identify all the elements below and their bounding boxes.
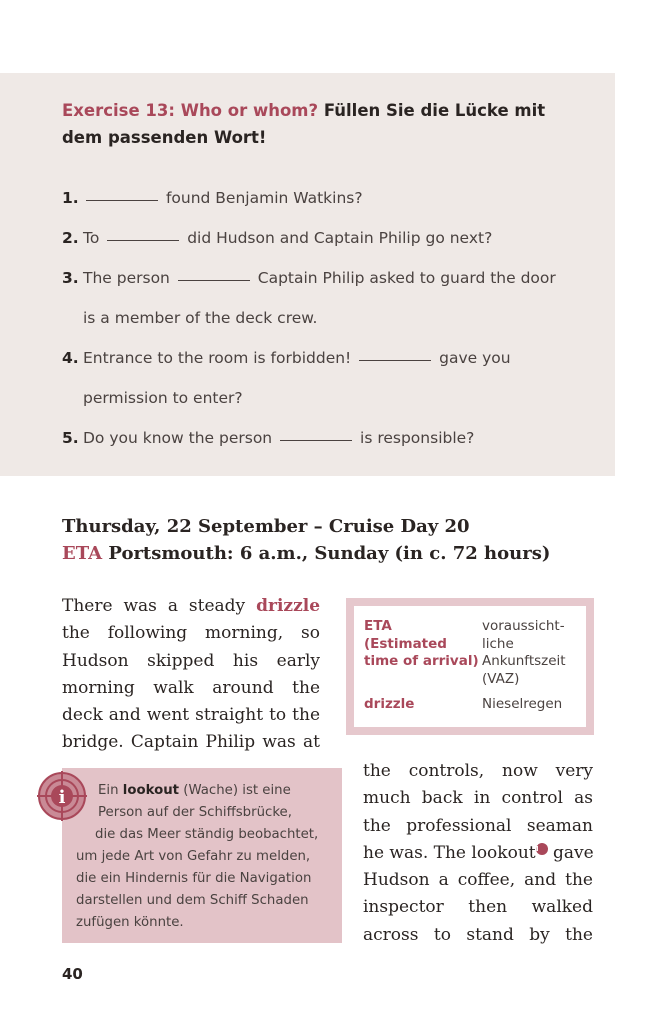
- story-line: There was a steady drizzle: [62, 596, 321, 616]
- info-line: die das Meer ständig beobachtet,: [95, 827, 319, 842]
- story-line: the following morning, so: [62, 623, 320, 644]
- exercise-list: [62, 178, 602, 458]
- answer-blank[interactable]: [86, 200, 158, 201]
- answer-blank[interactable]: [280, 440, 352, 441]
- glossary-definition: voraussicht- liche Ankunftszeit (VAZ): [482, 618, 566, 687]
- exercise-text: Entrance to the room is forbidden!: [83, 349, 352, 367]
- exercise-text: is responsible?: [360, 429, 475, 447]
- eta-label: ETA: [62, 543, 103, 564]
- glossary-term: ETA (Estimated time of arrival): [364, 618, 479, 669]
- exercise-title: [62, 97, 582, 151]
- exercise-number: 5.: [62, 429, 79, 447]
- info-text: [76, 780, 338, 934]
- exercise-title-accent: Exercise 13: Who or whom?: [62, 101, 319, 120]
- glossary-word-drizzle: drizzle: [256, 596, 321, 616]
- exercise-text: gave you: [439, 349, 511, 367]
- exercise-number: 1.: [62, 189, 79, 207]
- exercise-item-4: [62, 338, 602, 418]
- info-line: die ein Hindernis für die Navigation: [76, 871, 312, 886]
- exercise-number: 2.: [62, 229, 79, 247]
- story-column-left: [62, 593, 320, 757]
- story-line: inspector then walked: [363, 897, 593, 918]
- exercise-text: is a member of the deck crew.: [83, 309, 318, 327]
- answer-blank[interactable]: [359, 360, 431, 361]
- info-line: darstellen und dem Schiff Schaden: [76, 893, 309, 908]
- answer-blank[interactable]: [178, 280, 250, 281]
- story-line: morning walk around the: [62, 677, 320, 698]
- page-number: 40: [62, 965, 83, 983]
- info-icon-glyph: i: [58, 787, 66, 808]
- glossary-term: drizzle: [364, 696, 415, 712]
- answer-blank[interactable]: [107, 240, 179, 241]
- exercise-text: permission to enter?: [83, 389, 243, 407]
- story-line: bridge. Captain Philip was at: [62, 732, 320, 753]
- exercise-item-5: [62, 418, 602, 458]
- exercise-instructions: Füllen Sie die Lücke mit dem passenden Wort!: [62, 101, 546, 147]
- info-marker-icon[interactable]: i: [536, 843, 548, 855]
- exercise-text: found Benjamin Watkins?: [165, 189, 363, 207]
- story-line: he was. The lookouti gave: [363, 842, 594, 863]
- story-line: the professional seaman: [363, 815, 593, 836]
- story-line: Hudson skipped his early: [62, 650, 320, 671]
- story-line: across to stand by the: [363, 924, 593, 945]
- glossary-box: [346, 598, 594, 735]
- info-line: zufügen könnte.: [76, 915, 184, 930]
- exercise-number: 4.: [62, 349, 79, 367]
- exercise-item-2: [62, 218, 602, 258]
- eta-heading: [62, 540, 622, 567]
- glossary-definition: Nieselregen: [482, 696, 563, 712]
- info-line: um jede Art von Gefahr zu melden,: [76, 849, 311, 864]
- info-line: Ein lookout (Wache) ist eine: [98, 783, 291, 798]
- exercise-text: Do you know the person: [83, 429, 273, 447]
- story-line: Hudson a coffee, and the: [363, 870, 593, 891]
- exercise-text: did Hudson and Captain Philip go next?: [187, 229, 493, 247]
- info-line: Person auf der Schiffsbrücke,: [98, 805, 292, 820]
- exercise-text: Captain Philip asked to guard the door: [257, 269, 556, 287]
- story-line: deck and went straight to the: [62, 705, 320, 726]
- exercise-item-3: [62, 258, 602, 338]
- chapter-header: [62, 513, 622, 567]
- date-heading: Thursday, 22 September – Cruise Day 20: [62, 516, 470, 537]
- exercise-number: 3.: [62, 269, 79, 287]
- eta-text: Portsmouth: 6 a.m., Sunday (in c. 72 hours): [108, 543, 551, 564]
- exercise-text: To: [83, 229, 100, 247]
- info-keyword: lookout: [122, 783, 180, 798]
- exercise-text: The person: [83, 269, 170, 287]
- story-column-right: [363, 758, 593, 949]
- story-line: much back in control as: [363, 788, 593, 809]
- story-line: the controls, now very: [363, 761, 593, 781]
- exercise-item-1: [62, 178, 602, 218]
